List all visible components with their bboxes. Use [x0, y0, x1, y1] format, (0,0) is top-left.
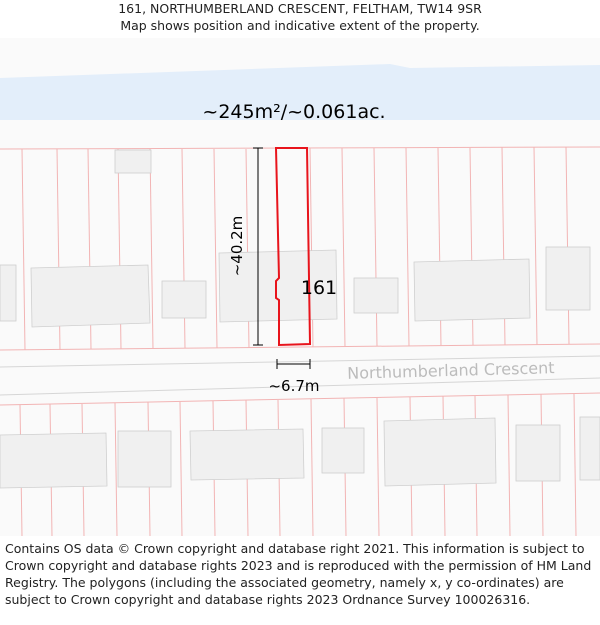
height-dimension-label: ~40.2m — [228, 215, 246, 277]
map-subtitle: Map shows position and indicative extent of the property. — [120, 18, 480, 33]
map-header — [0, 0, 600, 34]
house-number-label: 161 — [300, 277, 338, 299]
area-label: ~245m²/~0.061ac. — [202, 101, 386, 123]
copyright-notice: Contains OS data © Crown copyright and database right 2021. This information is subject to Crown copyright and database rights 2023 and is reproduced with the permission of HM Land Registry. The polygons (including the associated geometry, namely x, y co-ordinates) are subject to Crown copyright and database rights 2023 Ordnance Survey 100026316. — [5, 541, 592, 607]
street-name-label: Northumberland Crescent — [346, 358, 555, 383]
property-map[interactable] — [0, 38, 600, 536]
width-dimension-label: ~6.7m — [268, 377, 320, 395]
property-address-title: 161, NORTHUMBERLAND CRESCENT, FELTHAM, TW14 9SR — [118, 1, 482, 16]
